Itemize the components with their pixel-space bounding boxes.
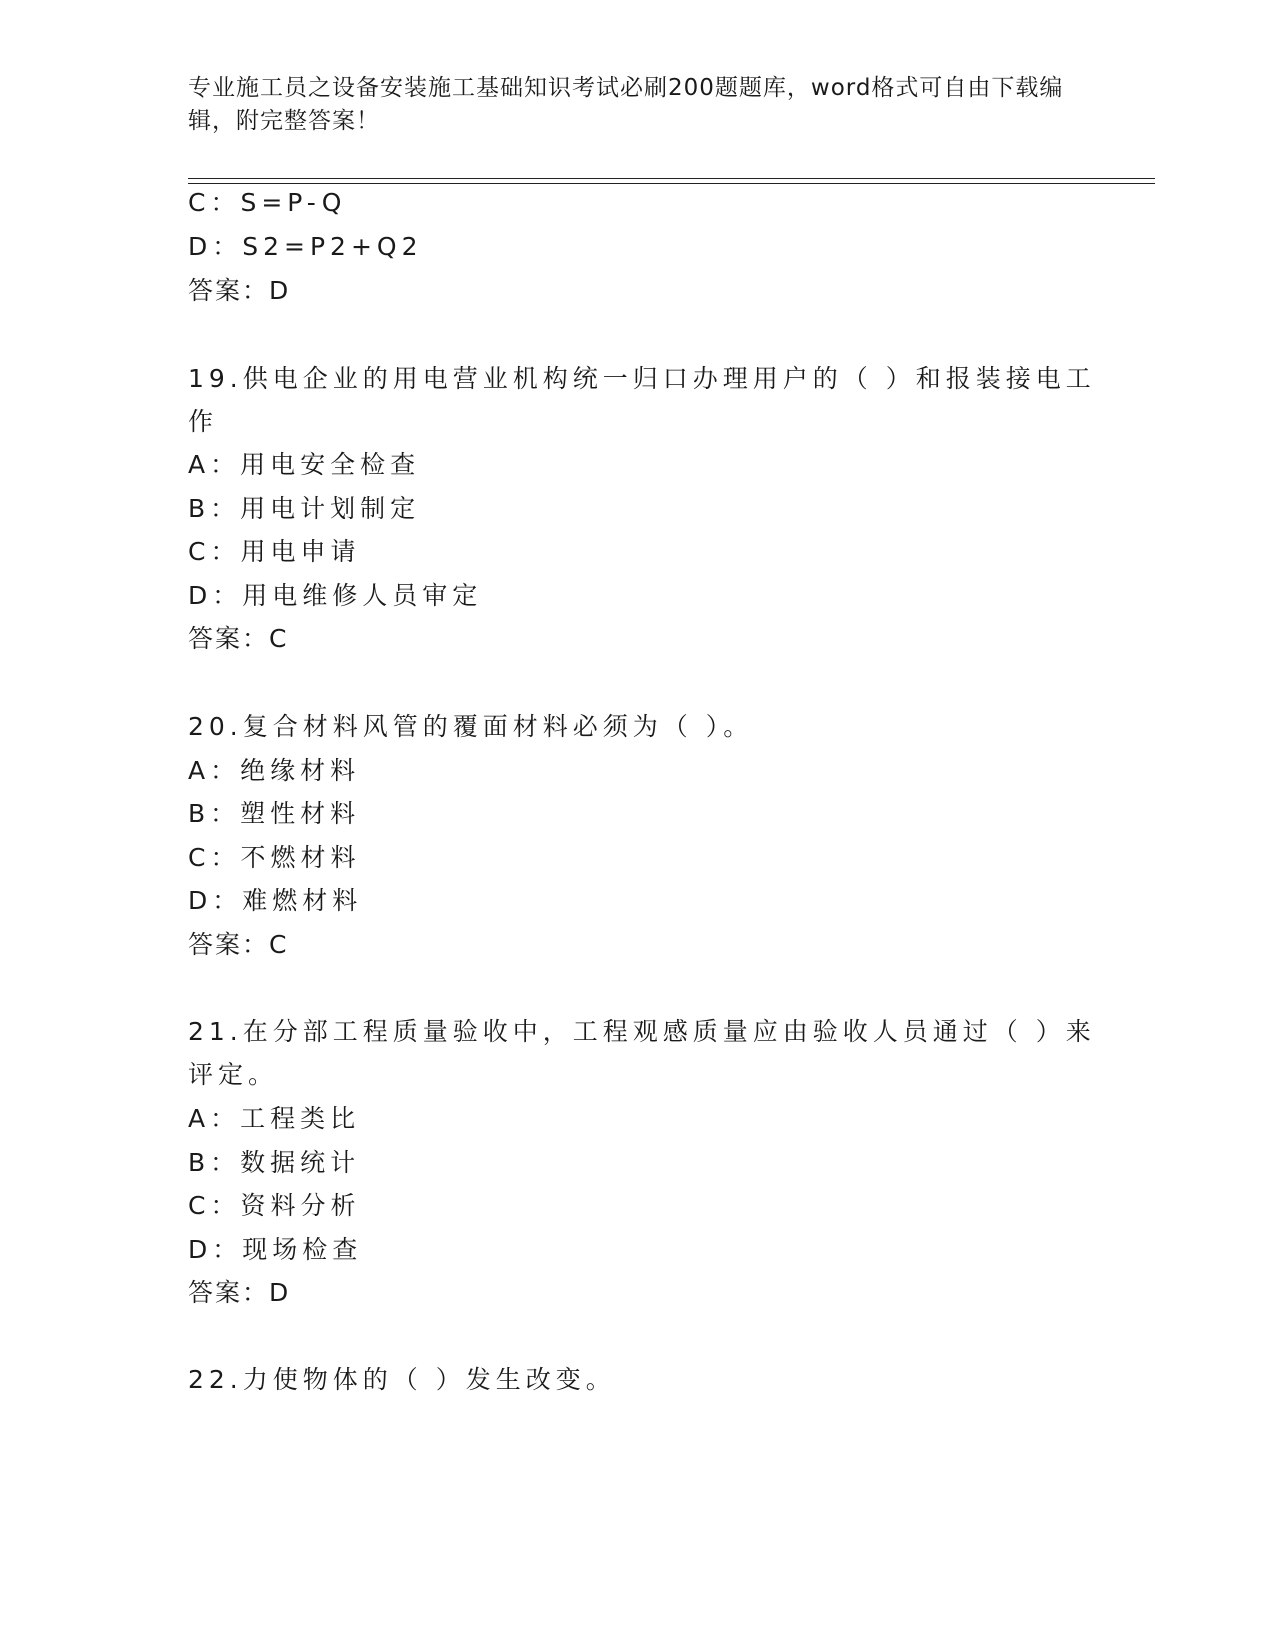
- question-20: 20.复合材料风管的覆面材料必须为（ ）。: [188, 712, 754, 741]
- header-divider-bottom: [188, 183, 1155, 184]
- option-d-21: D：现场检查: [188, 1235, 363, 1264]
- option-d-18: D：S2=P2+Q2: [188, 232, 423, 261]
- question-21-line-1: 21.在分部工程质量验收中，工程观感质量应由验收人员通过（ ）来: [188, 1017, 1096, 1046]
- option-b-20: B：塑性材料: [188, 799, 361, 828]
- question-19-line-1: 19.供电企业的用电营业机构统一归口办理用户的（ ）和报装接电工: [188, 364, 1096, 393]
- option-a-19: A：用电安全检查: [188, 450, 421, 479]
- option-c-21: C：资料分析: [188, 1191, 361, 1220]
- answer-18: 答案：D: [188, 276, 291, 305]
- header-divider-top: [188, 178, 1155, 179]
- option-a-21: A：工程类比: [188, 1104, 361, 1133]
- option-b-19: B：用电计划制定: [188, 494, 421, 523]
- document-header-title: 专业施工员之设备安装施工基础知识考试必刷200题题库，word格式可自由下载编辑，附完整答案！: [188, 75, 1064, 134]
- answer-21: 答案：D: [188, 1278, 291, 1307]
- option-c-20: C：不燃材料: [188, 843, 361, 872]
- option-d-20: D：难燃材料: [188, 886, 363, 915]
- option-c-19: C：用电申请: [188, 537, 361, 566]
- option-a-20: A：绝缘材料: [188, 756, 361, 785]
- answer-19: 答案：C: [188, 624, 289, 653]
- question-22: 22.力使物体的（ ）发生改变。: [188, 1365, 616, 1394]
- question-21-line-2: 评定。: [188, 1060, 279, 1089]
- option-c-18: C：S=P-Q: [188, 188, 347, 217]
- question-19-line-2: 作: [188, 407, 219, 436]
- option-b-21: B：数据统计: [188, 1148, 361, 1177]
- answer-20: 答案：C: [188, 930, 289, 959]
- option-d-19: D：用电维修人员审定: [188, 581, 483, 610]
